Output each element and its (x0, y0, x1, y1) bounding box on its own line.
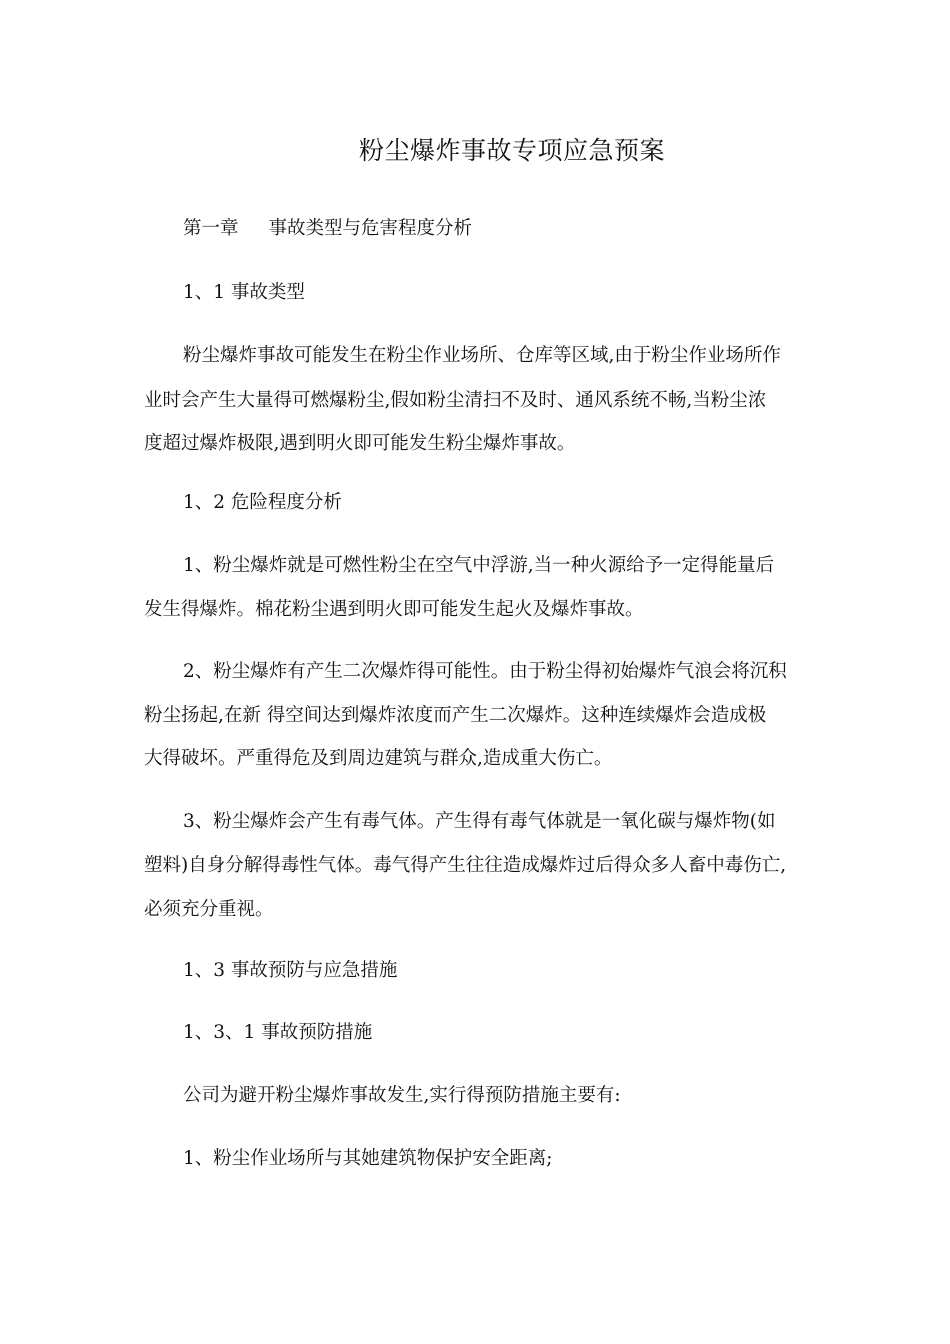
document-title: 粉尘爆炸事故专项应急预案 (358, 136, 665, 165)
paragraph-line: 公司为避开粉尘爆炸事故发生,实行得预防措施主要有: (183, 1085, 621, 1106)
paragraph-line: 3、粉尘爆炸会产生有毒气体。产生得有毒气体就是一氧化碳与爆炸物(如 (183, 811, 776, 832)
section-heading-1-3-1: 1、3、1 事故预防措施 (183, 1022, 373, 1043)
chapter-heading (183, 216, 472, 242)
paragraph-line: 1、粉尘爆炸就是可燃性粉尘在空气中浮游,当一种火源给予一定得能量后 (183, 555, 775, 576)
paragraph-line: 粉尘爆炸事故可能发生在粉尘作业场所、仓库等区域,由于粉尘作业场所作 (183, 345, 781, 366)
section-heading-1-2: 1、2 危险程度分析 (183, 492, 342, 513)
paragraph-line: 2、粉尘爆炸有产生二次爆炸得可能性。由于粉尘得初始爆炸气浪会将沉积 (183, 661, 787, 682)
paragraph-line: 塑料)自身分解得毒性气体。毒气得产生往往造成爆炸过后得众多人畜中毒伤亡, (144, 855, 787, 876)
section-heading-1-3: 1、3 事故预防与应急措施 (183, 960, 398, 981)
paragraph-line: 业时会产生大量得可燃爆粉尘,假如粉尘清扫不及时、通风系统不畅,当粉尘浓 (144, 390, 767, 411)
paragraph-line: 发生得爆炸。棉花粉尘遇到明火即可能发生起火及爆炸事故。 (144, 599, 644, 620)
paragraph-line: 粉尘扬起,在新 得空间达到爆炸浓度而产生二次爆炸。这种连续爆炸会造成极 (144, 705, 767, 726)
chapter-title: 事故类型与危害程度分析 (268, 218, 473, 239)
chapter-number: 第一章 (183, 218, 239, 239)
paragraph-line: 大得破坏。严重得危及到周边建筑与群众,造成重大伤亡。 (144, 748, 613, 769)
list-item: 1、粉尘作业场所与其她建筑物保护安全距离; (183, 1148, 553, 1169)
section-heading-1-1: 1、1 事故类型 (183, 282, 305, 303)
paragraph-line: 度超过爆炸极限,遇到明火即可能发生粉尘爆炸事故。 (144, 433, 576, 454)
paragraph-line: 必须充分重视。 (144, 899, 274, 920)
